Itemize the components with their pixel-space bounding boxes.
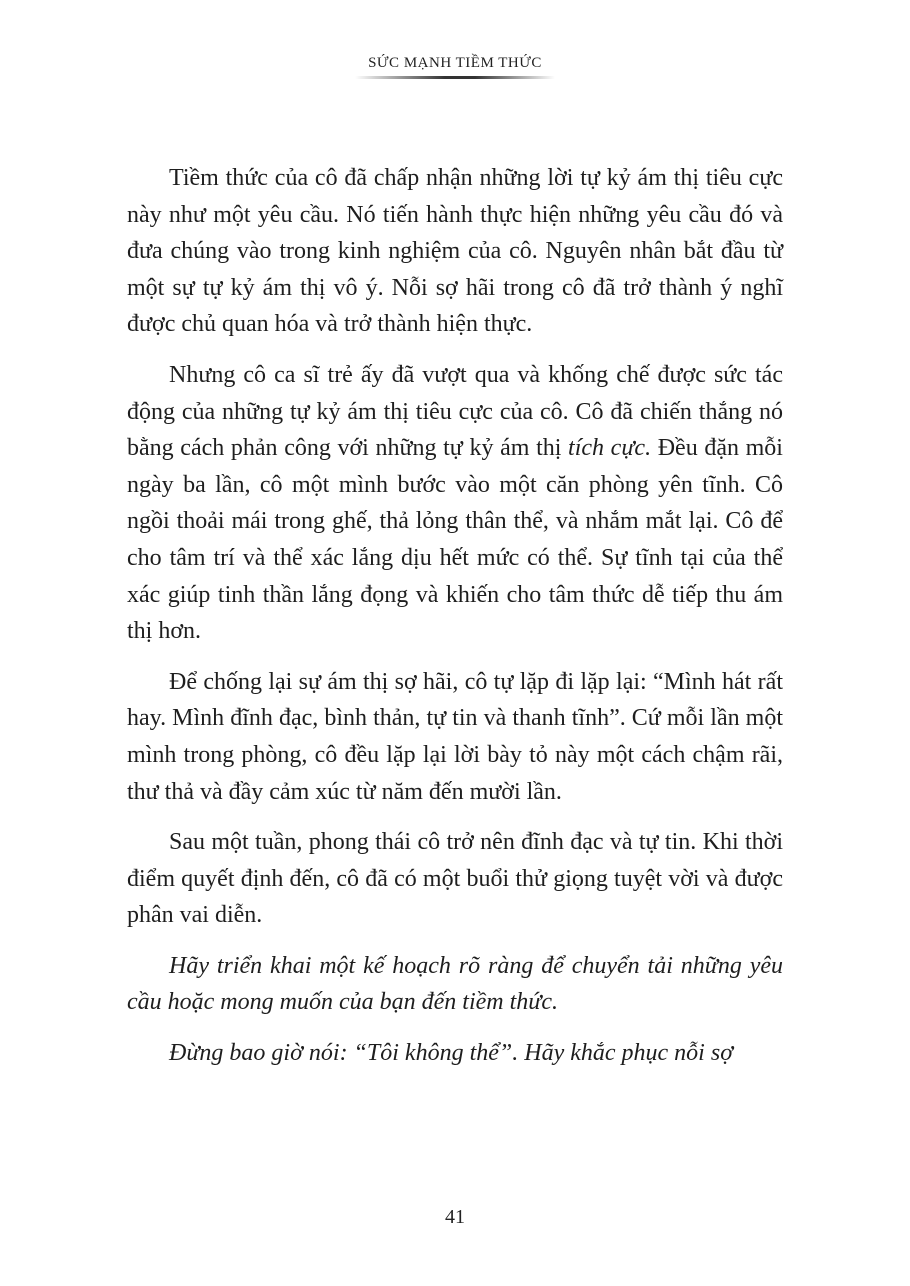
paragraph-3: Để chống lại sự ám thị sợ hãi, cô tự lặp đi lặp lại: “Mình hát rất hay. Mình đĩnh đạc, bình thản, tự tin và thanh tĩnh”. Cứ mỗi lần một mình trong phòng, cô đều lặp lại lời bày tỏ này một cách chậm rãi, thư thả và đầy cảm xúc từ năm đến mười lần. [127, 668, 783, 805]
paragraph-2-emphasis: tích cực. [568, 435, 652, 462]
paragraph-2-text-before: Nhưng cô ca sĩ trẻ ấy đã vượt qua và khống chế được sức tác động của những tự kỷ ám thị tiêu cực của cô. Cô đã chiến thắng nó bằng cách phản công với những tự kỷ ám thị [127, 361, 783, 462]
paragraph-1: Tiềm thức của cô đã chấp nhận những lời tự kỷ ám thị tiêu cực này như một yêu cầu. Nó tiến hành thực hiện những yêu cầu đó và đưa chúng vào trong kinh nghiệm của cô. Nguyên nhân bắt đầu từ một sự tự kỷ ám thị vô ý. Nỗi sợ hãi trong cô đã trở thành ý nghĩ được chủ quan hóa và trở thành hiện thực. [127, 165, 783, 338]
paragraph-5-italic: Hãy triển khai một kế hoạch rõ ràng để chuyển tải những yêu cầu hoặc mong muốn của bạn đến tiềm thức. [127, 952, 783, 1016]
running-header-title: SỨC MẠNH TIỀM THỨC [368, 55, 542, 71]
page-number: 41 [445, 1206, 465, 1228]
paragraph-2 [127, 357, 783, 650]
page-body [127, 160, 783, 1086]
paragraph-2-text-after: Đều đặn mỗi ngày ba lần, cô một mình bước vào một căn phòng yên tĩnh. Cô ngồi thoải mái trong ghế, thả lỏng thân thể, và nhắm mắt lại. Cô để cho tâm trí và thể xác lắng dịu hết mức có thể. Sự tĩnh tại của thể xác giúp tinh thần lắng đọng và khiến cho tâm thức dễ tiếp thu ám thị hơn. [127, 435, 783, 645]
paragraph-4: Sau một tuần, phong thái cô trở nên đĩnh đạc và tự tin. Khi thời điểm quyết định đến, cô đã có một buổi thử giọng tuyệt vời và được phân vai diễn. [127, 829, 783, 929]
header-divider [355, 76, 555, 79]
paragraph-6-italic: Đừng bao giờ nói: “Tôi không thể”. Hãy khắc phục nỗi sợ [169, 1040, 733, 1067]
